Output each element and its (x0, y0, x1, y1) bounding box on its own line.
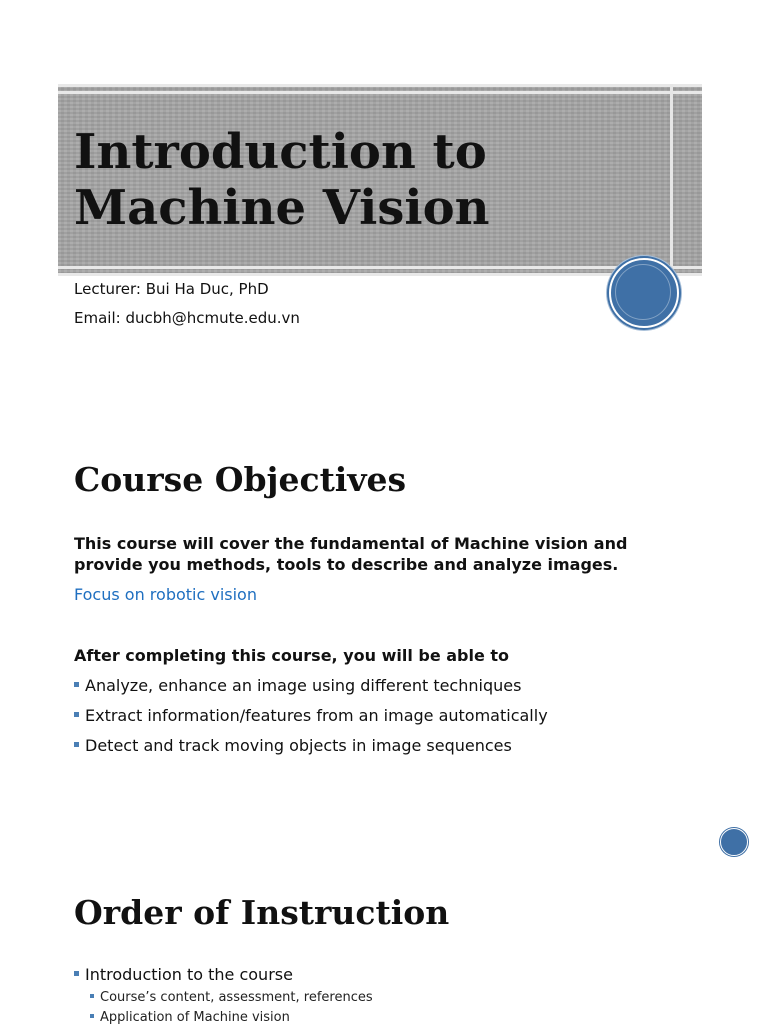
instruction-bullet-text: Introduction to the course (85, 965, 293, 984)
lecturer-text: Lecturer: Bui Ha Duc, PhD (74, 280, 269, 298)
bullet-marker-icon (74, 742, 79, 747)
title-band-top-line (58, 84, 702, 87)
focus-link-text: Focus on robotic vision (74, 585, 257, 604)
instruction-sub-bullet-text: Application of Machine vision (100, 1010, 290, 1025)
instruction-sub-bullet (90, 1009, 290, 1027)
slide-title-line-1: Introduction to (74, 124, 487, 180)
objectives-lead-text: After completing this course, you will be able to (74, 646, 510, 665)
circle-badge-small-decoration (720, 828, 748, 856)
objective-bullet (74, 735, 512, 757)
course-objectives-heading: Course Objectives (74, 460, 407, 499)
slide-title (74, 124, 674, 236)
slide-title-line-2: Machine Vision (74, 180, 490, 236)
objective-bullet (74, 705, 548, 727)
sub-bullet-marker-icon (90, 1014, 94, 1018)
objective-bullet-text: Extract information/features from an image automatically (85, 706, 548, 725)
instruction-sub-bullet-text: Course’s content, assessment, references (100, 990, 373, 1005)
instruction-bullet (74, 964, 293, 986)
bullet-marker-icon (74, 682, 79, 687)
title-band-top-line-inner (58, 91, 702, 94)
title-band-bottom-line-inner (58, 266, 702, 269)
instruction-sub-bullet (90, 989, 373, 1007)
order-of-instruction-heading: Order of Instruction (74, 893, 450, 932)
circle-badge-decoration (609, 258, 679, 328)
email-text: Email: ducbh@hcmute.edu.vn (74, 309, 300, 327)
objective-bullet-text: Detect and track moving objects in image sequences (85, 736, 512, 755)
course-intro-paragraph: This course will cover the fundamental of Machine vision and provide you methods, tools to describe and analyze images. (74, 534, 628, 574)
bullet-marker-icon (74, 971, 79, 976)
objective-bullet (74, 675, 521, 697)
sub-bullet-marker-icon (90, 994, 94, 998)
title-band-bottom-line (58, 273, 702, 276)
objective-bullet-text: Analyze, enhance an image using different techniques (85, 676, 522, 695)
bullet-marker-icon (74, 712, 79, 717)
